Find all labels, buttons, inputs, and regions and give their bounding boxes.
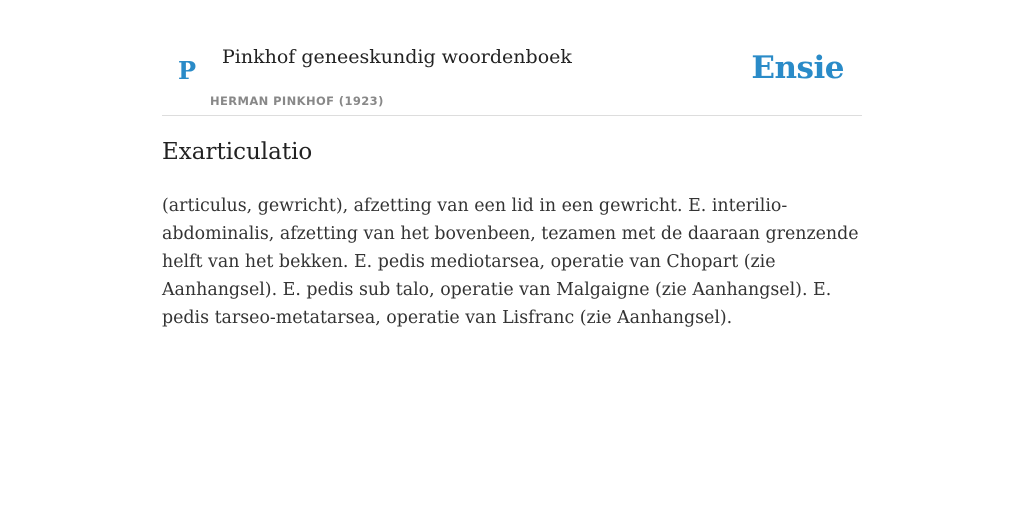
entry-title: Exarticulatio xyxy=(162,139,313,165)
book-header xyxy=(162,0,862,116)
entry-definition: (articulus, gewricht), afzetting van een lid in een gewricht. E. interilio-abdominalis, afzetting van het bovenbeen, tezamen met de daaraan grenzende helft van het bekken. E. pedis mediotarsea, operatie van Chopart (zie Aanhangsel). E. pedis sub talo, operatie van Malgaigne (zie Aanhangsel). E. pedis tarseo-metatarsea, operatie van Lisfranc (zie Aanhangsel). xyxy=(162,196,859,328)
page-container xyxy=(162,0,862,328)
book-initial-icon[interactable]: P xyxy=(178,56,197,85)
book-author: HERMAN PINKHOF (1923) xyxy=(210,94,384,108)
book-title-link[interactable]: Pinkhof geneeskundig woordenboek xyxy=(222,46,572,68)
ensie-logo[interactable]: Ensie xyxy=(751,50,844,86)
